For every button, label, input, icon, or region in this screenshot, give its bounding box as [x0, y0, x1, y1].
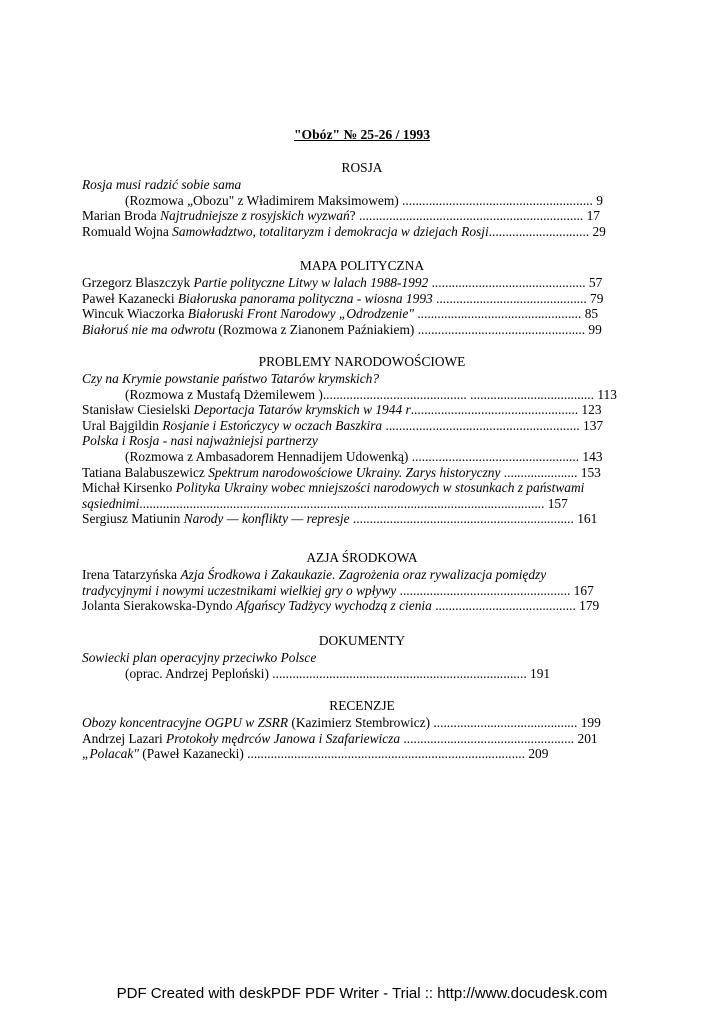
entry-text: .................................................................. 161 [349, 511, 598, 527]
toc-entry [82, 496, 642, 512]
entry-text: Romuald Wojna [82, 223, 173, 239]
entry-text: (oprac. Andrzej Peploński) ............................................................................ 191 [125, 665, 551, 681]
entry-text: Marian Broda [82, 208, 161, 224]
entry-text: ................................................... 201 [400, 730, 598, 746]
entry-text: .................................................. 123 [410, 402, 602, 418]
pdf-watermark-footer: PDF Created with deskPDF PDF Writer - Trial :: http://www.docudesk.com [116, 985, 608, 1002]
entry-title: Rosjanie i Estończycy w oczach Baszkira [162, 417, 383, 433]
entry-text: Jolanta Sierakowska-Dyndo [82, 598, 236, 614]
entry-title: Spektrum narodowościowe Ukrainy. Zarys historyczny [208, 464, 501, 480]
toc-entry [82, 177, 642, 193]
entry-title: Białoruś nie ma odwrotu [82, 321, 216, 337]
entry-title: Rosja musi radzić sobie sama [82, 177, 242, 192]
entry-text: .............................. 29 [488, 223, 606, 239]
entry-title: sąsiednimi [82, 495, 140, 511]
toc-entry [82, 418, 642, 434]
toc-entry [82, 715, 642, 731]
entry-text: ......................................................................................................................... 157 [139, 495, 568, 511]
toc-entry [82, 511, 642, 527]
toc-section [82, 549, 642, 614]
toc-entry [82, 306, 642, 322]
entry-title: Białoruska panorama polityczna - wiosna 1993 [177, 290, 433, 306]
entry-text: Tatiana Balabuszewicz [82, 464, 209, 480]
section-heading: ROSJA [341, 160, 383, 175]
entry-title: Sowiecki plan operacyjny przeciwko Polsce [82, 650, 317, 665]
toc-entry [82, 208, 642, 224]
entry-title: Obozy koncentracyjne OGPU w ZSRR [82, 715, 289, 730]
toc-entry [82, 731, 642, 747]
entry-text: ? ................................................................... 17 [349, 208, 600, 224]
section-heading: RECENZJE [329, 698, 395, 713]
entry-text: Wincuk Wiaczorka [82, 306, 188, 322]
toc-entry [82, 275, 642, 291]
entry-title: Narody — konflikty — represje [183, 511, 350, 527]
entry-text: .......................................................... 137 [382, 417, 604, 433]
entry-text: ................................................. 85 [413, 306, 599, 322]
entry-text: Grzegorz Blaszczyk [82, 275, 194, 290]
toc-entry [82, 322, 642, 338]
entry-text: ............................................. 79 [432, 290, 604, 306]
entry-text: Irena Tatarzyńska [82, 567, 181, 582]
toc-entry [82, 666, 642, 682]
entry-title: tradycyjnymi i nowymi uczestnikami wielkiej gry o wpływy [82, 582, 397, 598]
toc-entry [82, 193, 642, 209]
entry-text: Stanisław Ciesielski [82, 402, 194, 418]
entry-title: Białoruski Front Narodowy „Odrodzenie" [187, 306, 414, 322]
entry-text: ...................... 153 [500, 464, 601, 480]
toc-entry [82, 598, 642, 614]
toc-entry [82, 402, 642, 418]
entry-text: .......................................... 179 [431, 598, 600, 614]
entry-title: Najtrudniejsze z rosyjskich wyzwań [160, 208, 350, 224]
toc-entry [82, 291, 642, 307]
entry-title: Samowładztwo, totalitaryzm i demokracja w dziejach Rosji [172, 223, 489, 239]
toc-entry [82, 746, 642, 762]
section-heading: AZJA ŚRODKOWA [306, 550, 418, 565]
toc-entry [82, 650, 642, 666]
entry-title: Afgańscy Tadżycy wychodzą z cienia [235, 598, 432, 614]
entry-text: (Kazimierz Stembrowicz) ........................................... 199 [288, 715, 601, 730]
entry-text: Andrzej Lazari [82, 730, 167, 746]
entry-title: Czy na Krymie powstanie państwo Tatarów krymskich? [82, 371, 380, 386]
entry-title: Azja Środkowa i Zakaukazie. Zagrożenia oraz rywalizacja pomiędzy [180, 567, 547, 582]
entry-text: ................................................... 167 [396, 582, 594, 598]
entry-text: Sergiusz Matiunin [82, 511, 184, 527]
toc-entry [82, 567, 642, 583]
entry-text: (Rozmowa z Zianonem Paźniakiem) .................................................. 99 [215, 321, 602, 337]
toc-entry [82, 371, 642, 387]
entry-text: Paweł Kazanecki [82, 290, 178, 306]
section-heading: MAPA POLITYCZNA [299, 258, 425, 273]
entry-text: (Paweł Kazanecki) ................................................................................... 209 [138, 746, 549, 762]
entry-title: Partie polityczne Litwy w lalach 1988-1992 [193, 275, 429, 290]
section-heading: DOKUMENTY [318, 633, 406, 648]
toc-section [82, 697, 642, 762]
entry-title: „Polacak" [82, 746, 139, 762]
entry-title: Protokoły mędrców Janowa i Szafariewicza [166, 730, 401, 746]
entry-title: Deportacja Tatarów krymskich w 1944 r [193, 402, 411, 418]
entry-text: Ural Bajgildin [82, 417, 163, 433]
entry-text: .............................................. 57 [428, 275, 603, 290]
toc-entry [82, 224, 642, 240]
entry-title: Polska i Rosja - nasi najważniejsi partnerzy [82, 433, 318, 449]
entry-text: Michał Kirsenko [82, 480, 176, 496]
toc-entry [82, 433, 642, 449]
toc-section [82, 353, 642, 527]
toc-section [82, 159, 642, 239]
toc-entry [82, 449, 642, 465]
entry-text: (Rozmowa z Mustafą Dżemilewem )........................................... ..................................... 113 [125, 386, 617, 402]
toc-section [82, 257, 642, 337]
toc-entry [82, 583, 642, 599]
section-heading: PROBLEMY NARODOWOŚCIOWE [258, 354, 466, 369]
toc-entry [82, 465, 642, 481]
toc-entry [82, 480, 642, 496]
document-title: "Obóz" № 25-26 / 1993 [294, 127, 430, 142]
entry-text: (Rozmowa „Obozu" z Władimirem Maksimowem) ......................................................... 9 [125, 192, 603, 208]
toc-entry [82, 387, 642, 403]
entry-text: (Rozmowa z Ambasadorem Hennadijem Udowenką) .................................................. 143 [125, 448, 603, 464]
entry-title: Polityka Ukrainy wobec mniejszości narodowych w stosunkach z państwami [175, 480, 585, 496]
toc-section [82, 632, 642, 681]
